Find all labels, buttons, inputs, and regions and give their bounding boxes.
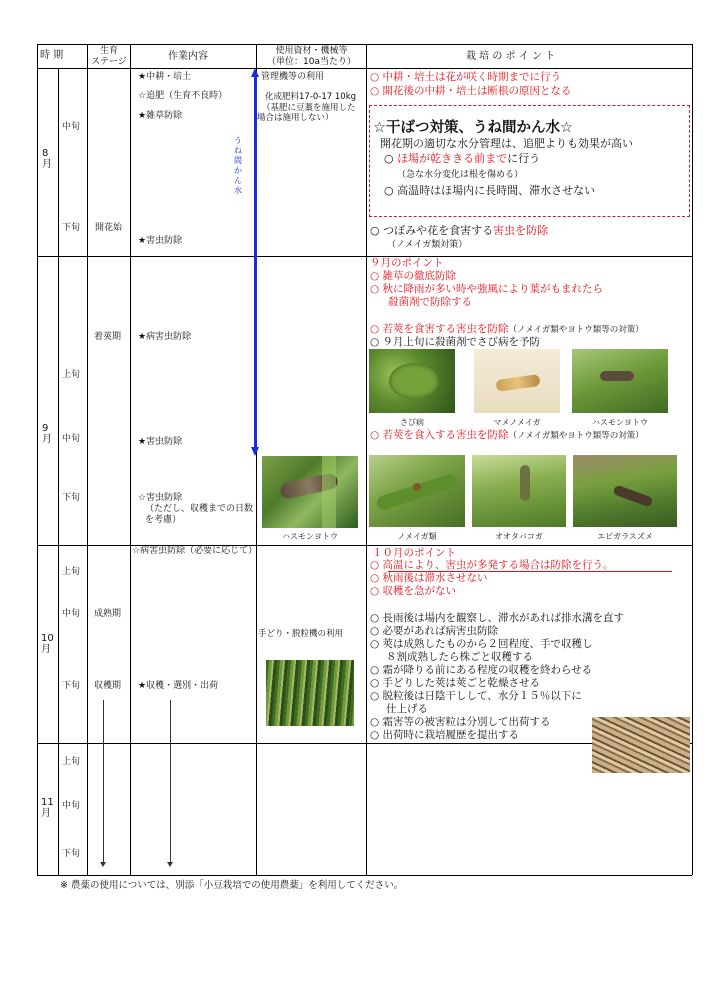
period-nov-early: 上旬 (62, 757, 81, 767)
drought-box-line1: 開花期の適切な水分管理は、追肥よりも効果が高い (380, 137, 633, 150)
stage-arrow-head (100, 862, 106, 867)
work-sep-4: （ただし、収穫までの日数 (145, 504, 254, 514)
stage-podding: 着莢期 (94, 332, 122, 342)
work-arrow-head (167, 862, 173, 867)
point-oct-10: ○ 脱粒後は日陰干しして、水分１５％以下に (370, 690, 582, 702)
point-sep-5: ○ ９月上旬に殺菌剤でさび病を予防 (370, 336, 540, 348)
stage-flowering: 開花始 (95, 223, 123, 233)
period-oct-late: 下旬 (62, 681, 81, 691)
header-period: 時 期 (40, 50, 64, 61)
materials-oct-1: 手どり・脱粒機の利用 (258, 629, 344, 639)
point-oct-3: ○ 収穫を急がない (370, 585, 456, 597)
period-oct-early: 上旬 (62, 567, 81, 577)
period-sep-mid: 中旬 (62, 434, 81, 444)
point-oct-13: ○ 出荷時に栽培履歴を提出する (370, 729, 519, 741)
point-aug-3-black: ○ つぼみや花を食害する (370, 224, 494, 237)
point-sep-head: ９月のポイント (370, 257, 444, 269)
point-oct-12: ○ 霜害等の被害粒は分別して出荷する (370, 716, 551, 728)
period-aug-mid: 中旬 (62, 122, 81, 132)
header-materials-line1: 使用資材・機械等 (275, 46, 348, 56)
stage-maturing: 成熟期 (94, 609, 122, 619)
point-aug-1: ○ 中耕・培土は花が咲く時期までに行う (370, 71, 561, 83)
point-aug-3 (370, 224, 548, 237)
point-oct-7: ８割成熟したら株ごと収穫する (386, 651, 533, 663)
period-nov-late: 下旬 (62, 849, 81, 859)
point-oct-5: ○ 必要があれば病害虫防除 (370, 625, 498, 637)
photo-mamenomeiga (474, 349, 560, 413)
period-aug-late: 下旬 (62, 223, 81, 233)
point-sep-6-note: （ノメイガ類やヨトウ類等の対策） (508, 431, 644, 441)
point-sep-3: 殺菌剤で防除する (388, 296, 472, 308)
point-sep-6-red: ○ 若莢を食入する害虫を防除 (370, 429, 509, 441)
point-oct-11: 仕上げる (386, 703, 428, 715)
header-points: 栽 培 の ポ イ ン ト (466, 51, 556, 62)
work-continuation-arrow (170, 700, 171, 865)
footnote: ※ 農薬の使用については、別添「小豆栽培での使用農薬」を利用してください。 (60, 880, 404, 891)
photo-harvested-pods (592, 717, 690, 773)
work-sep-2: ★害虫防除 (138, 437, 183, 447)
photo-rust (369, 349, 455, 413)
month-sep: 9月 (42, 423, 52, 445)
drought-box-line3: （急な水分変化は根を傷める） (397, 170, 524, 180)
period-sep-late: 下旬 (62, 493, 81, 503)
work-aug-3: ★雑草防除 (138, 111, 183, 121)
caption-rust: さび病 (400, 418, 424, 427)
caption-ootabakoga: オオタバコガ (495, 532, 543, 541)
photo-hasumonyotou-materials (262, 456, 358, 528)
stage-harvest: 収穫期 (94, 681, 122, 691)
stage-continuation-arrow (103, 700, 104, 865)
header-stage-line1: 生育 (99, 46, 118, 56)
caption-nomeiga: ノメイガ類 (397, 532, 437, 541)
point-oct-9: ○ 手どりした莢は莢ごと乾燥させる (370, 677, 540, 689)
point-oct-6: ○ 莢は成熟したものから２回程度、手で収穫し (370, 638, 593, 650)
drought-box-line4: ○ 高温時はほ場内に長時間、滞水させない (384, 184, 596, 197)
materials-aug-3: （基肥に豆藁を施用した (262, 103, 356, 113)
work-oct-1: ☆病害虫防除（必要に応じて） (132, 546, 258, 556)
irrigation-arrow-line (254, 76, 257, 448)
work-aug-4: ★害虫防除 (138, 236, 183, 246)
work-aug-1: ★中耕・培土 (138, 72, 192, 82)
point-aug-4: （ノメイガ類対策） (387, 240, 468, 250)
caption-mamenomeiga: マメノメイガ (493, 418, 541, 427)
month-aug: 8月 (42, 148, 52, 170)
point-aug-2: ○ 開花後の中耕・培土は断根の原因となる (370, 85, 572, 97)
period-oct-mid: 中旬 (62, 609, 81, 619)
work-sep-5: を考慮） (145, 515, 182, 525)
point-aug-3-red: 害虫を防除 (493, 224, 549, 237)
photo-nomeiga (369, 455, 465, 527)
point-sep-4 (370, 323, 644, 336)
month-nov: 11月 (41, 797, 54, 819)
materials-aug-4: 場合は施用しない） (257, 113, 334, 123)
period-sep-early: 上旬 (62, 370, 81, 380)
photo-hasumonyotou-1 (572, 349, 668, 413)
header-stage-line2: ステージ (91, 57, 127, 67)
drought-box-line2-red: ほ場が乾ききる前まで (397, 152, 508, 165)
point-oct-1: ○ 高温により、害虫が多発する場合は防除を行う。 (370, 559, 614, 571)
photo-ootabakoga (472, 455, 566, 527)
header-stage (88, 46, 130, 68)
point-sep-6 (370, 429, 644, 442)
irrigation-label: うね間かん水 (234, 136, 242, 195)
irrigation-arrow-head-bottom (251, 447, 259, 456)
period-nov-mid: 中旬 (62, 801, 81, 811)
caption-hasumonyotou-1: ハスモンヨトウ (592, 418, 648, 427)
work-sep-3: ☆害虫防除 (138, 493, 183, 503)
caption-hasumonyotou-materials: ハスモンヨトウ (282, 532, 338, 541)
header-materials-line2: （単位：10a当たり） (267, 57, 356, 67)
drought-box-line2-end: に行う (507, 152, 541, 165)
drought-box-line2 (384, 152, 540, 165)
caption-ebigarasuzume: エビガラスズメ (597, 532, 653, 541)
materials-aug-2: 化成肥料17-0-17 10kg (265, 92, 357, 102)
work-aug-2: ☆追肥（生育不良時） (138, 91, 228, 101)
header-materials (257, 46, 366, 68)
irrigation-arrow-head-top (251, 68, 259, 77)
point-sep-2: ○ 秋に降雨が多い時や強風により葉がもまれたら (370, 283, 603, 295)
drought-box-line2-bullet: ○ (384, 152, 398, 165)
header-work: 作業内容 (168, 51, 208, 62)
point-sep-4-note: （ノメイガ類やヨトウ類等の対策） (508, 325, 644, 335)
point-oct-8: ○ 霜が降りる前にある程度の収穫を終わらせる (370, 664, 593, 676)
point-sep-1: ○ 雑草の徹底防除 (370, 270, 456, 282)
drought-box-title: ☆干ばつ対策、うね間かん水☆ (373, 120, 573, 136)
work-sep-1: ★病害虫防除 (138, 332, 192, 342)
point-sep-4-red: ○ 若莢を食害する害虫を防除 (370, 323, 509, 335)
photo-ebigarasuzume (573, 455, 677, 527)
materials-aug-1: 管理機等の利用 (261, 72, 325, 82)
point-oct-2: ○ 秋雨後は滞水させない (370, 572, 488, 584)
photo-bean-plants (266, 660, 354, 726)
work-oct-2: ★収穫・選別・出荷 (138, 681, 219, 691)
point-oct-head: １０月のポイント (372, 547, 456, 559)
point-oct-4: ○ 長雨後は場内を観察し、滞水があれば排水溝を直す (370, 612, 624, 624)
month-oct: 10月 (41, 633, 54, 655)
